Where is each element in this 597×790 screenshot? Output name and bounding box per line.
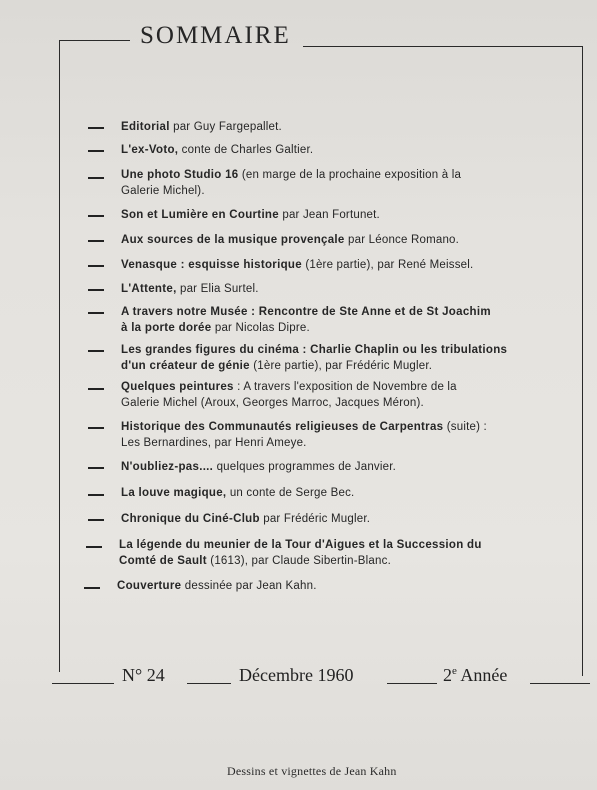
entry-text: Couverture dessinée par Jean Kahn. bbox=[117, 580, 317, 592]
dash-marker bbox=[86, 546, 102, 548]
issue-footer bbox=[0, 664, 597, 694]
footer-rule-right bbox=[530, 683, 590, 684]
frame-top-right-rule bbox=[303, 46, 583, 47]
entry-text: Les grandes figures du cinéma : Charlie Chaplin ou les tribulations d'un créateur de génie (1ère partie), par Frédéric Mugler. bbox=[121, 344, 508, 372]
entry-text: Chronique du Ciné-Club par Frédéric Mugler. bbox=[121, 513, 371, 525]
dash-marker bbox=[88, 388, 104, 390]
dash-marker bbox=[88, 289, 104, 291]
year-word: Année bbox=[460, 665, 508, 685]
dash-marker bbox=[88, 494, 104, 496]
frame-left-rule bbox=[59, 40, 60, 672]
entry-text: La légende du meunier de la Tour d'Aigues et la Succession du Comté de Sault (1613), par Claude Sibertin-Blanc. bbox=[119, 539, 482, 567]
issue-year bbox=[443, 665, 507, 686]
footer-rule-mid bbox=[187, 683, 231, 684]
entry-text: Historique des Communautés religieuses de Carpentras (suite) : Les Bernardines, par Henri Ameye. bbox=[121, 421, 487, 449]
frame-top-left-rule bbox=[60, 40, 130, 41]
dash-marker bbox=[88, 240, 104, 242]
entry-text: Editorial par Guy Fargepallet. bbox=[121, 121, 282, 133]
entry-text: Venasque : esquisse historique (1ère partie), par René Meissel. bbox=[121, 259, 474, 271]
dash-marker bbox=[88, 150, 104, 152]
footer-rule-left bbox=[52, 683, 114, 684]
dash-marker bbox=[88, 519, 104, 521]
entry-text: L'Attente, par Elia Surtel. bbox=[121, 283, 259, 295]
footer-rule-mid2 bbox=[387, 683, 437, 684]
frame-right-rule bbox=[582, 46, 583, 676]
dash-marker bbox=[88, 127, 104, 129]
dash-marker bbox=[84, 587, 100, 589]
dash-marker bbox=[88, 350, 104, 352]
dash-marker bbox=[88, 312, 104, 314]
dash-marker bbox=[88, 427, 104, 429]
illustration-credit: Dessins et vignettes de Jean Kahn bbox=[227, 764, 397, 778]
dash-marker bbox=[88, 177, 104, 179]
issue-number: N° 24 bbox=[122, 665, 165, 685]
entry-text: N'oubliez-pas.... quelques programmes de Janvier. bbox=[121, 461, 397, 473]
issue-date: Décembre 1960 bbox=[239, 665, 354, 685]
dash-marker bbox=[88, 265, 104, 267]
entry-text: Quelques peintures : A travers l'exposition de Novembre de la Galerie Michel (Aroux, Georges Marroc, Jacques Méron). bbox=[121, 381, 457, 409]
year-suffix: e bbox=[452, 665, 457, 677]
year-number: 2 bbox=[443, 665, 452, 685]
dash-marker bbox=[88, 215, 104, 217]
entry-text: L'ex-Voto, conte de Charles Galtier. bbox=[121, 144, 314, 156]
entry-text: Une photo Studio 16 (en marge de la prochaine exposition à la Galerie Michel). bbox=[121, 169, 462, 197]
entry-text: Son et Lumière en Courtine par Jean Fortunet. bbox=[121, 209, 380, 221]
dash-marker bbox=[88, 467, 104, 469]
entry-text: A travers notre Musée : Rencontre de Ste Anne et de St Joachim à la porte dorée par Nicolas Dipre. bbox=[121, 306, 491, 334]
entry-text: La louve magique, un conte de Serge Bec. bbox=[121, 487, 355, 499]
page-title: SOMMAIRE bbox=[140, 22, 291, 49]
entry-text: Aux sources de la musique provençale par Léonce Romano. bbox=[121, 234, 460, 246]
